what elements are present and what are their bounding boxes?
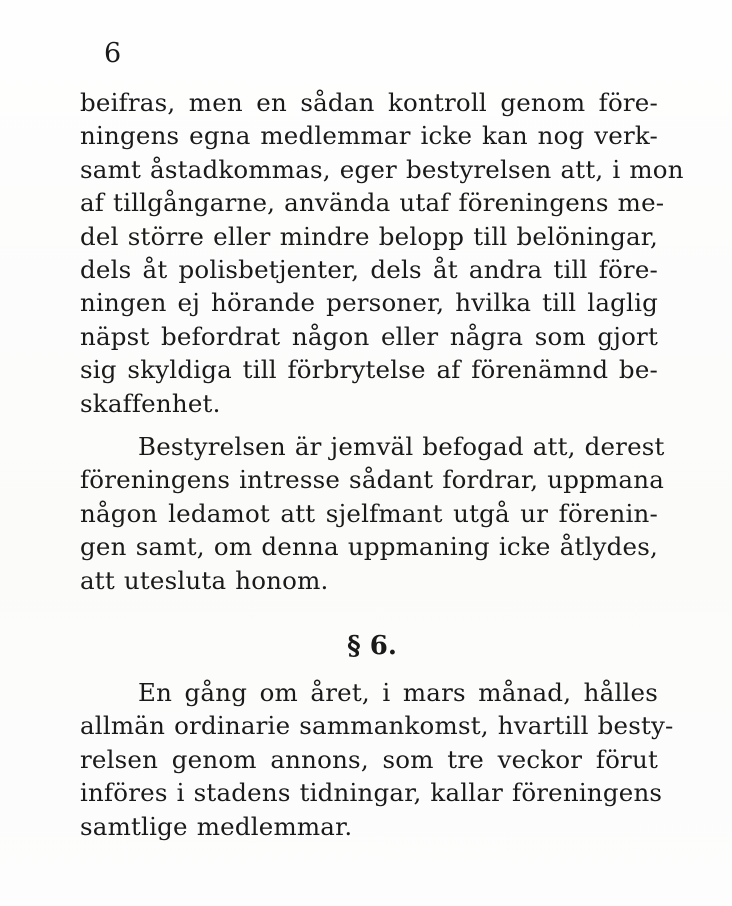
text-line: föreningens intresse sådant fordrar, uppmana [80, 465, 665, 495]
text-line: ningen ej hörande personer, hvilka till laglig [80, 288, 658, 318]
text-line: skaffenhet. [80, 388, 221, 418]
paragraph-annual-meeting [80, 676, 674, 843]
text-line: någon ledamot att sjelfmant utgå ur förenin- [80, 498, 658, 528]
text-line: dels åt polisbetjenter, dels åt andra till före- [80, 255, 658, 285]
text-line: införes i stadens tidningar, kallar föreningens [80, 778, 663, 808]
text-line: En gång om året, i mars månad, hålles [138, 678, 658, 707]
text-line: beifras, men en sådan kontroll genom före- [80, 88, 658, 117]
page-number: 6 [104, 38, 122, 69]
text-line: ningens egna medlemmar icke kan nog verk- [80, 121, 658, 151]
text-line: att utesluta honom. [80, 565, 329, 595]
text-line: samt åstadkommas, eger bestyrelsen att, i mon [80, 154, 684, 184]
paragraph-continuation [80, 86, 684, 420]
section-heading: § 6. [347, 631, 397, 661]
text-line: del större eller mindre belopp till belöningar, [80, 221, 658, 251]
paragraph-bestyrelsen [80, 430, 665, 597]
text-line: relsen genom annons, som tre veckor förut [80, 744, 658, 774]
text-line: Bestyrelsen är jemväl befogad att, derest [138, 432, 665, 461]
text-line: samtlige medlemmar. [80, 811, 353, 841]
text-line: näpst befordrat någon eller några som gjort [80, 321, 658, 351]
text-line: af tillgångarne, använda utaf föreningens me- [80, 188, 665, 218]
text-line: gen samt, om denna uppmaning icke åtlydes, [80, 532, 658, 562]
text-line: allmän ordinarie sammankomst, hvartill besty- [80, 711, 674, 741]
text-line: sig skyldiga till förbrytelse af förenämnd be- [80, 355, 658, 385]
